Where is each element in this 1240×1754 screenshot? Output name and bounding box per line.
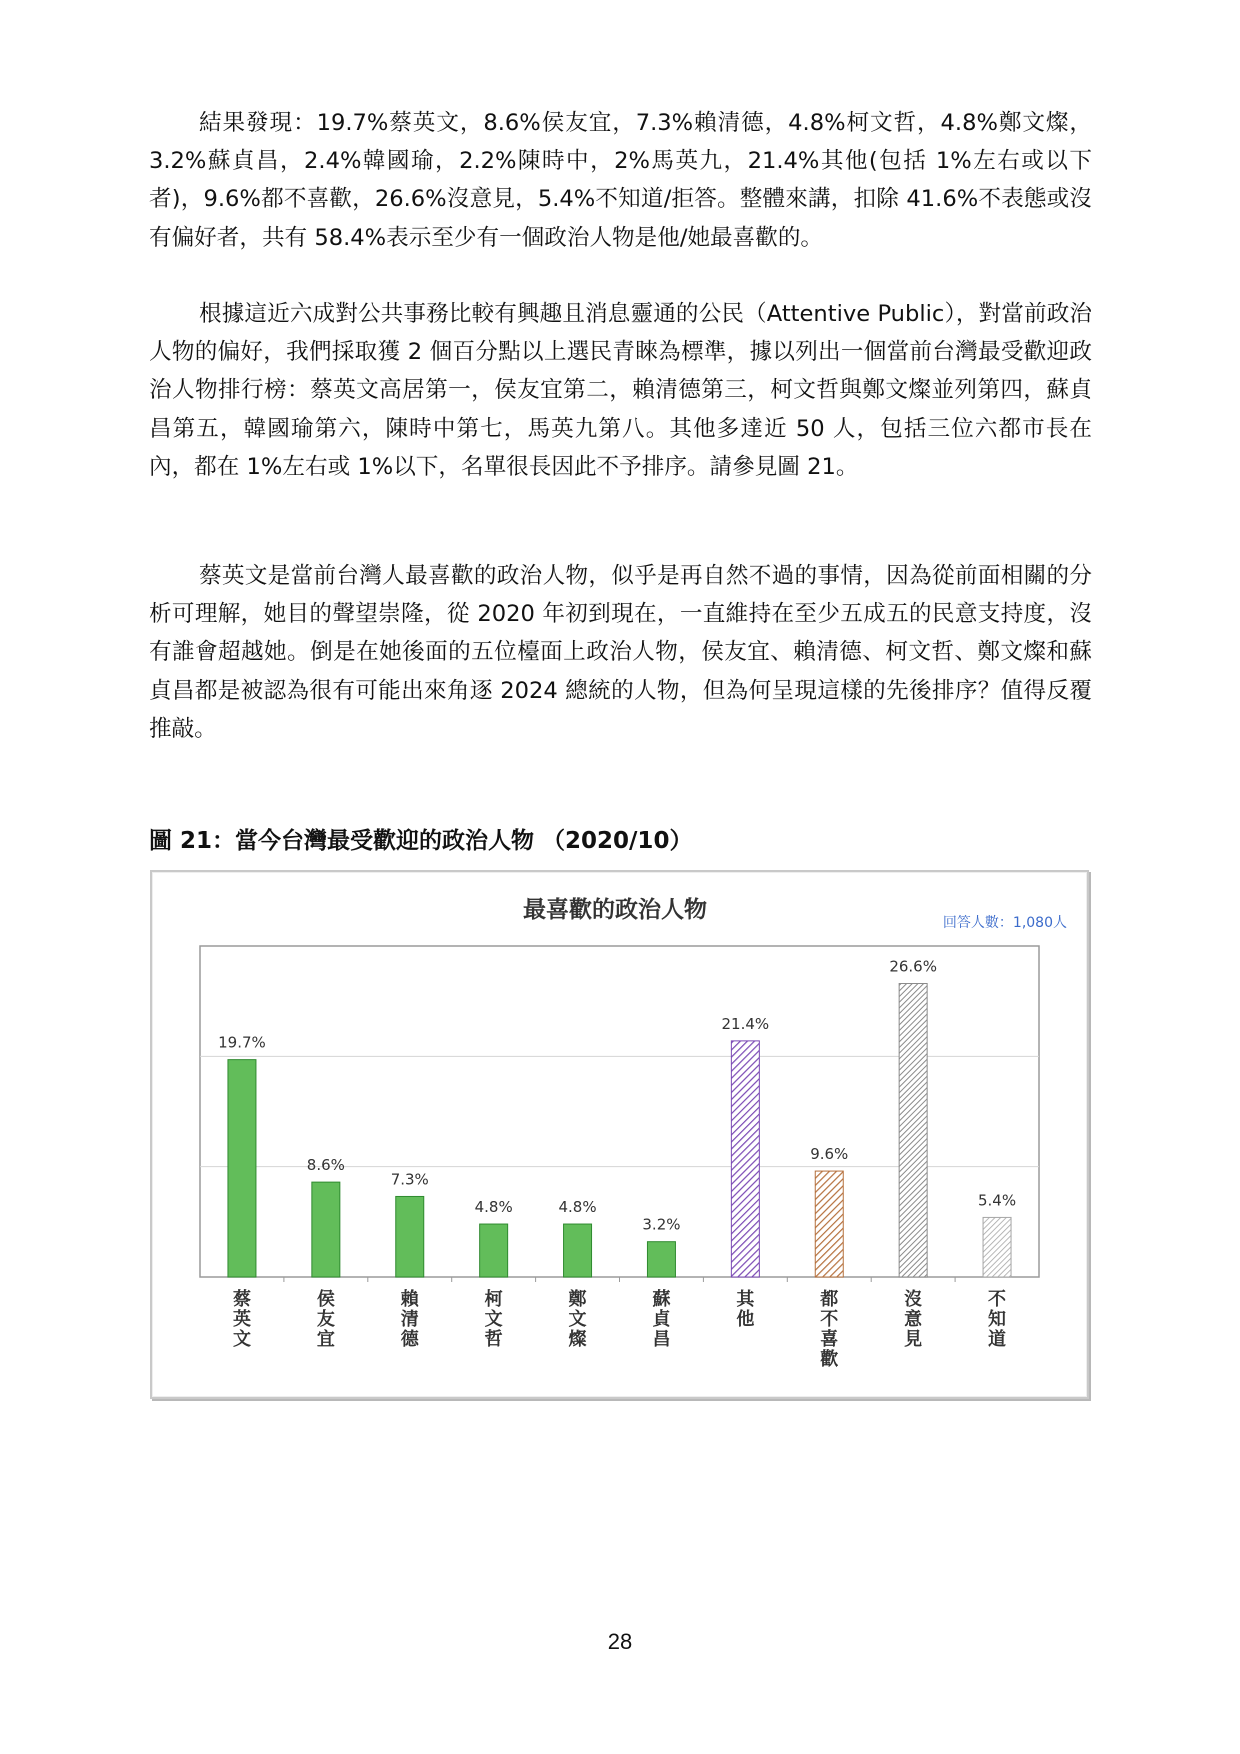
value-label: 19.7%	[218, 1033, 266, 1052]
value-label: 9.6%	[810, 1145, 849, 1164]
bars	[228, 984, 1011, 1277]
category-label: 蔡英文	[232, 1289, 251, 1350]
value-label: 5.4%	[977, 1191, 1017, 1210]
value-label: 8.6%	[306, 1156, 345, 1175]
chart-title: 最喜歡的政治人物	[523, 897, 707, 923]
bar-2	[312, 1182, 340, 1277]
value-label: 7.3%	[390, 1170, 429, 1189]
paragraph-discussion: 蔡英文是當前台灣人最喜歡的政治人物，似乎是再自然不過的事情，因為從前面相關的分析可理解，她目的聲望崇隆，從 2020 年初到現在，一直維持在至少五成五的民意支持度，沒有誰會超越她。倒是在她後面的五位檯面上政治人物，侯友宜、賴清德、柯文哲、鄭文燦和蘇貞昌都是被認為很有可能出來角逐 2024 總統的人物，但為何呈現這樣的先後排序？值得反覆推敲。	[149, 563, 1092, 742]
bar-chart	[152, 872, 1087, 1397]
figure-caption: 圖 21：當今台灣最受歡迎的政治人物 （2020/10）	[149, 828, 693, 854]
category-label: 賴清德	[400, 1289, 419, 1350]
category-label: 不知道	[988, 1289, 1007, 1350]
category-label: 都不喜歡	[820, 1289, 839, 1370]
category-label: 其他	[736, 1289, 755, 1330]
value-label: 26.6%	[889, 957, 937, 976]
bar-4	[480, 1224, 508, 1277]
value-label: 4.8%	[558, 1198, 597, 1217]
page-number: 28	[607, 1629, 633, 1654]
bar-7	[731, 1041, 759, 1277]
bar-8	[815, 1171, 843, 1277]
bar-5	[564, 1224, 592, 1277]
bar-9	[899, 984, 927, 1277]
category-labels	[233, 1288, 1006, 1370]
bar-6	[647, 1242, 675, 1277]
paragraph-ranking: 根據這近六成對公共事務比較有興趣且消息靈通的公民（Attentive Public），對當前政治人物的偏好，我們採取獲 2 個百分點以上選民青睞為標準，據以列出一個當前台灣最受歡迎政治人物排行榜：蔡英文高居第一，侯友宜第二，賴清德第三，柯文哲與鄭文燦並列第四，蘇貞昌第五，韓國瑜第六，陳時中第七，馬英九第八。其他多達近 50 人，包括三位六都市長在內，都在 1%左右或 1%以下，名單很長因此不予排序。請參見圖 21。	[149, 301, 1092, 480]
bar-3	[396, 1196, 424, 1277]
bar-10	[983, 1217, 1011, 1277]
chart-container	[150, 870, 1089, 1399]
respondent-count-note: 回答人數：1,080人	[942, 915, 1067, 931]
value-label: 3.2%	[642, 1215, 681, 1234]
paragraph-results: 結果發現：19.7%蔡英文，8.6%侯友宜，7.3%賴清德，4.8%柯文哲，4.8%鄭文燦，3.2%蘇貞昌，2.4%韓國瑜，2.2%陳時中，2%馬英九，21.4%其他(包括 1%左右或以下者)，9.6%都不喜歡，26.6%沒意見，5.4%不知道/拒答。整體來講，扣除 41.6%不表態或沒有偏好者，共有 58.4%表示至少有一個政治人物是他/她最喜歡的。	[149, 110, 1092, 251]
category-label: 沒意見	[904, 1289, 923, 1350]
category-label: 柯文哲	[484, 1289, 503, 1350]
bar-1	[228, 1060, 256, 1277]
value-label: 4.8%	[474, 1198, 513, 1217]
value-label: 21.4%	[721, 1014, 770, 1033]
category-label: 蘇貞昌	[652, 1289, 671, 1350]
category-label: 鄭文燦	[568, 1289, 587, 1350]
category-label: 侯友宜	[316, 1289, 335, 1350]
